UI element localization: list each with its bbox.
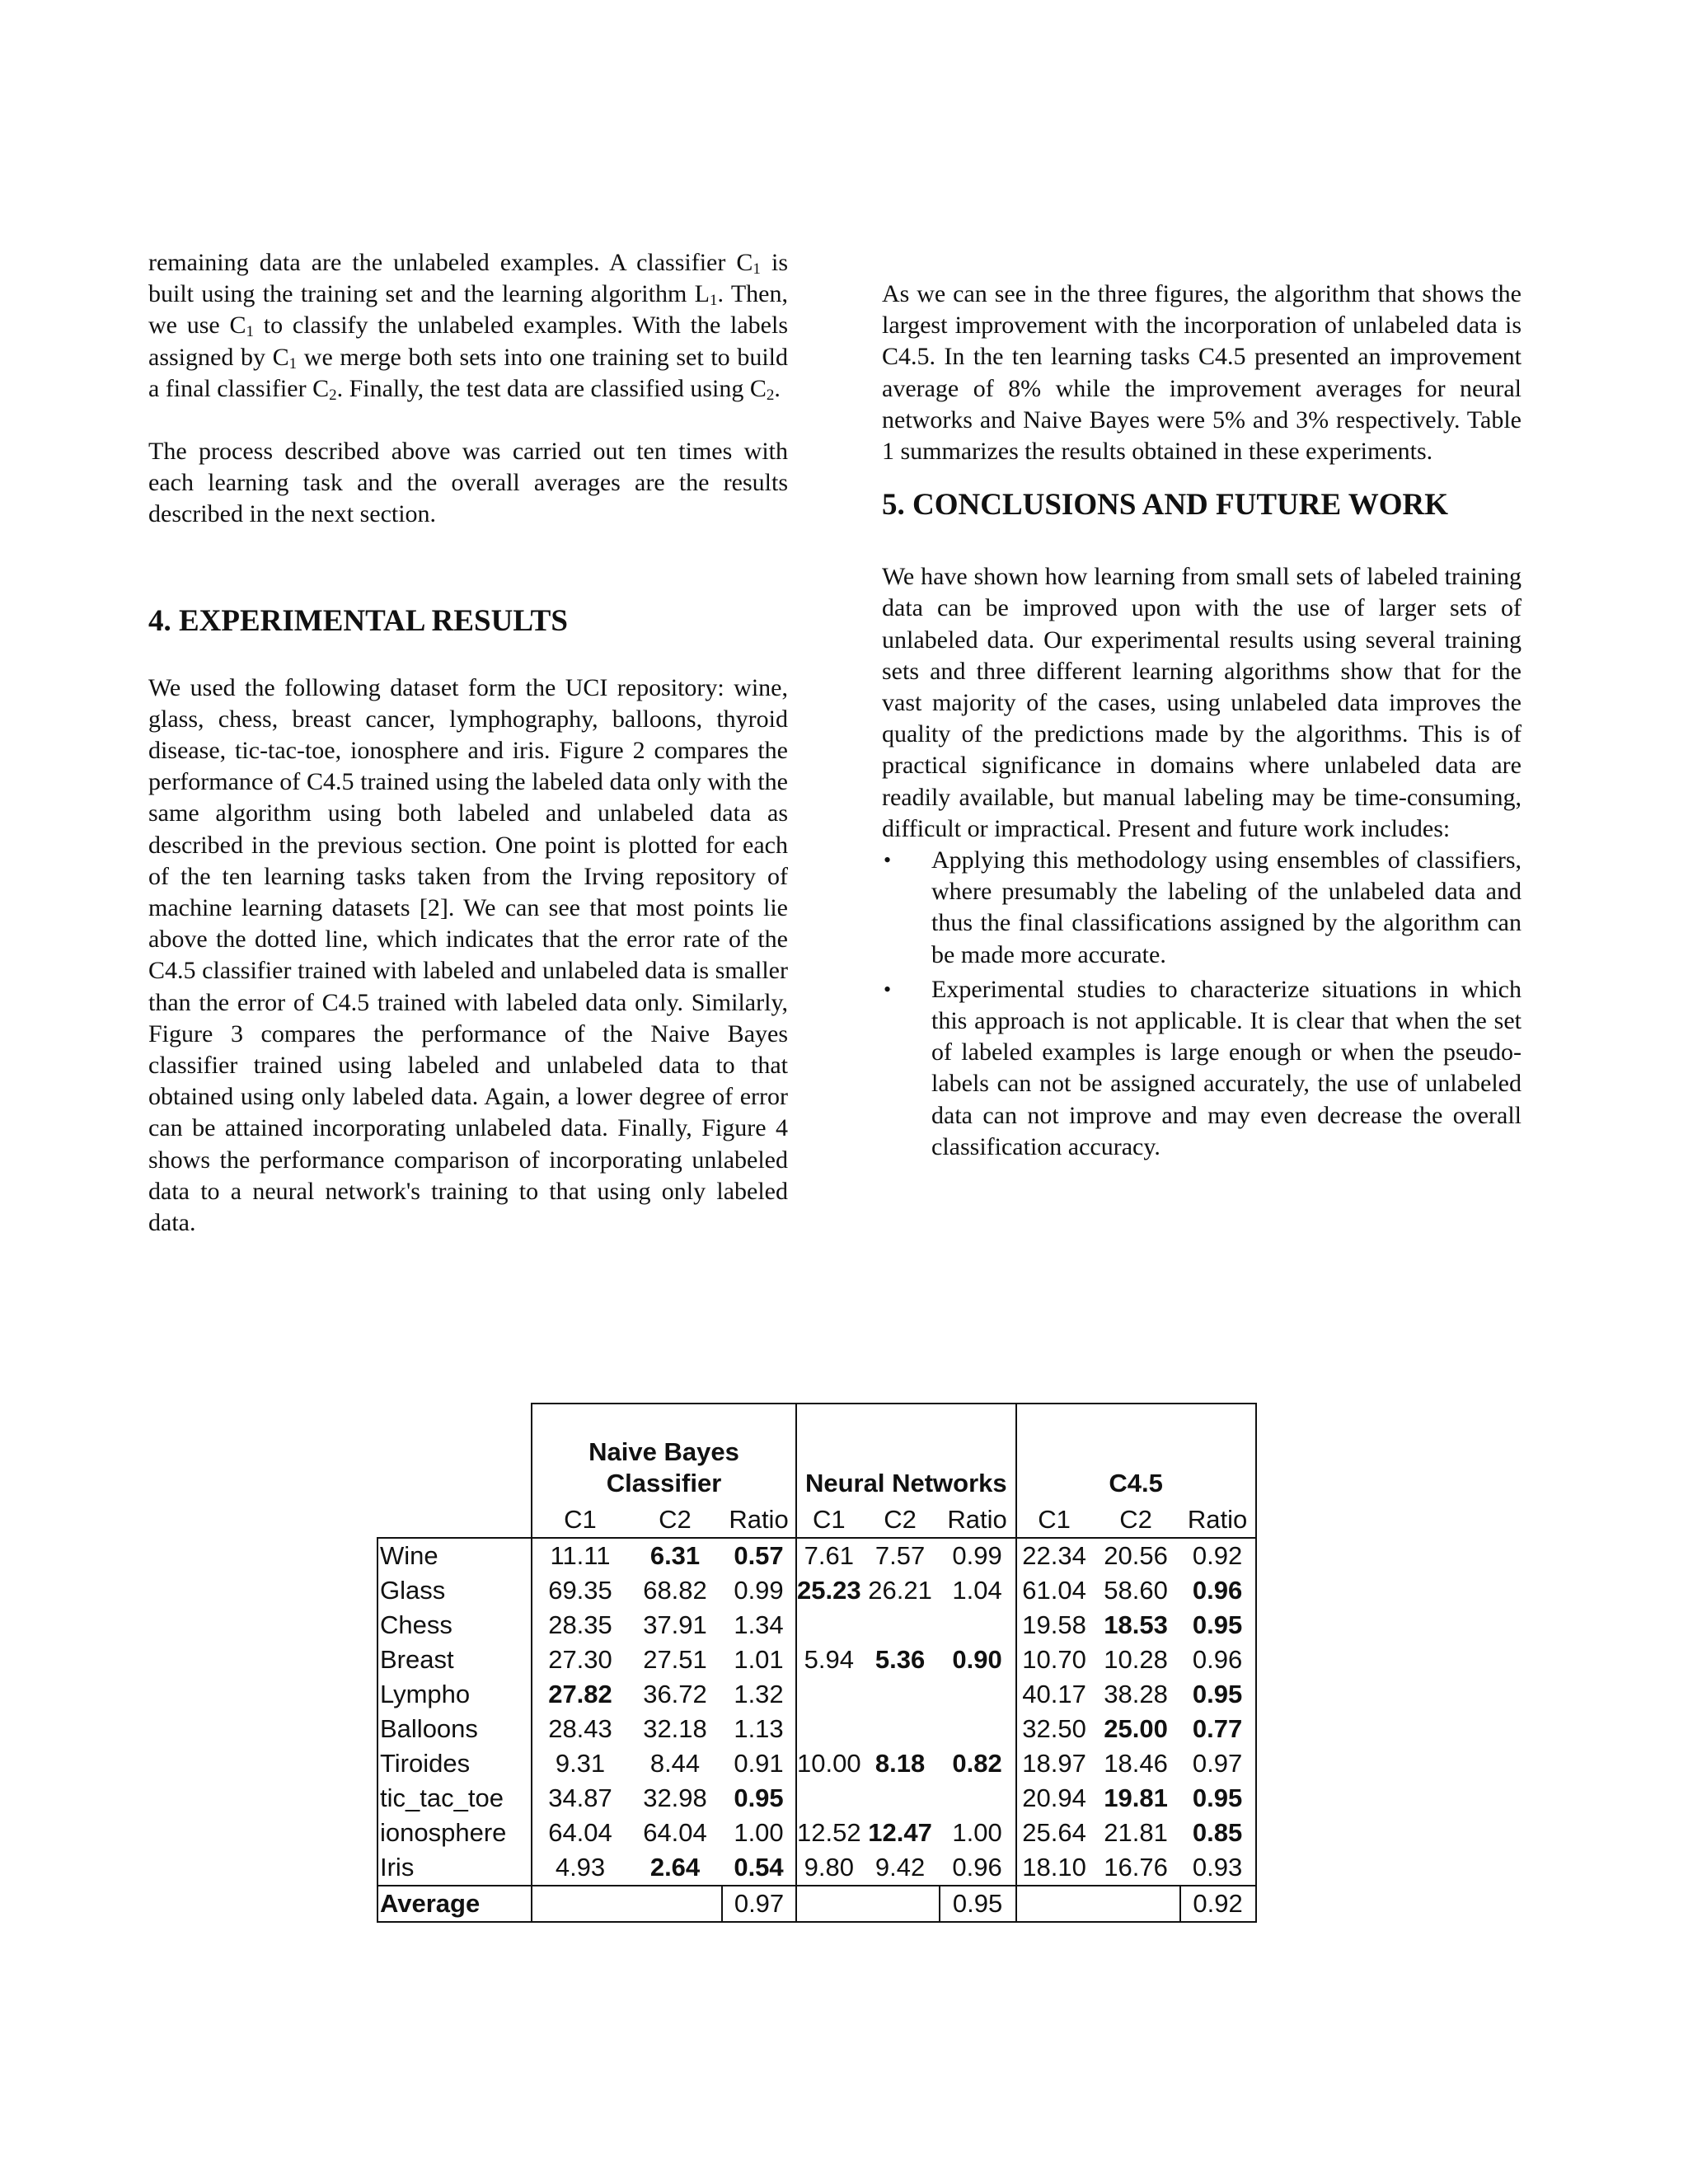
table-cell: 69.35 [532,1573,628,1608]
table-cell: 0.99 [734,1576,784,1605]
table-cell: 18.46 [1104,1749,1168,1778]
results-table [377,1403,1257,1923]
table-cell: 61.04 [1016,1573,1092,1608]
paragraph-conclusions: We have shown how learning from small sets of labeled training data can be improved upon with the use of larger sets of unlabeled data. Our experimental results using several training sets and three different learning algorithms show that for the vast majority of the cases, using unlabeled data improves the quality of the predictions made by the algorithms. This is of practical significance in domains where unlabeled data are readily available, but manual labeling may be time-consuming, difficult or impractical. Present and future work includes: [882,563,1522,842]
table-cell: 19.81 [1104,1783,1168,1812]
average-label: Average [377,1886,532,1922]
table-cell: 0.97 [1180,1746,1256,1781]
table-cell: 10.28 [1104,1645,1168,1674]
bullet-icon: • [884,848,892,873]
average-blank-cell [1016,1886,1180,1922]
table-cell: 0.90 [952,1645,1002,1674]
table-cell: 2.64 [649,1853,701,1882]
table-cell: 6.31 [649,1541,701,1570]
group-header-neural-networks: Neural Networks [796,1404,1016,1502]
paragraph-process: The process described above was carried out ten times with each learning task and the overall averages are the results described in the next section. [148,438,788,528]
row-label: Breast [377,1643,532,1677]
table-cell: 38.28 [1104,1680,1168,1708]
paragraph-figures-summary: As we can see in the three figures, the algorithm that shows the largest improvement with the incorporation of unlabeled data is C4.5. In the ten learning tasks C4.5 presented an improvement average of 8% while the improvement averages for neural networks and Naive Bayes were 5% and 3% respectively. Table 1 summarizes the results obtained in these experiments. [882,280,1522,466]
table-cell [796,1781,861,1816]
table-cell [861,1712,940,1746]
table-cell [940,1677,1016,1712]
table-corner [377,1404,532,1502]
average-blank-cell [532,1886,722,1922]
table-cell: 4.93 [532,1850,628,1886]
bullet-icon: • [884,977,892,1001]
table-cell: 12.47 [868,1818,932,1847]
table-cell: 16.76 [1104,1853,1168,1882]
row-label: Chess [377,1608,532,1643]
average-blank-cell [796,1886,940,1922]
section-4-heading: 4. EXPERIMENTAL RESULTS [148,603,568,638]
table-cell: 27.51 [643,1645,707,1674]
table-row [377,1712,1256,1746]
table-cell: 25.23 [796,1573,861,1608]
table-cell: 0.54 [734,1853,784,1882]
table-cell: 27.30 [532,1643,628,1677]
table-cell: 32.50 [1016,1712,1092,1746]
table-cell: 58.60 [1104,1576,1168,1605]
table-cell: 9.31 [532,1746,628,1781]
table-cell: 37.91 [643,1610,707,1639]
column-header: C1 [796,1502,861,1538]
table-cell: 0.93 [1180,1850,1256,1886]
subheader-row [377,1502,1256,1538]
column-header: C2 [861,1502,940,1538]
column-header: C1 [532,1502,628,1538]
average-ratio: 0.97 [722,1886,796,1922]
table-cell: 10.00 [796,1746,861,1781]
table-cell: 1.01 [734,1645,784,1674]
table-cell: 0.95 [734,1783,784,1812]
table-cell: 8.18 [874,1749,926,1778]
table-cell: 0.85 [1180,1816,1256,1850]
table-cell: 10.70 [1016,1643,1092,1677]
table-cell [796,1677,861,1712]
table-cell: 40.17 [1016,1677,1092,1712]
table-cell: 20.56 [1104,1541,1168,1570]
table-cell: 7.61 [796,1538,861,1573]
paragraph-method-end: remaining data are the unlabeled examples. A classifier $C_1$ is built using the training set and the learning algorithm $L_1$. Then, we use $C_1$ to classify the unlabeled examples. With the labels assigned by $C_1$ we merge both sets into one training set to build a final classifier $C_2$. Finally, the test data are classified using $C_2$. [148,249,789,404]
table-cell: 11.11 [532,1538,628,1573]
row-label: Glass [377,1573,532,1608]
row-label: Wine [377,1538,532,1573]
table-cell: 0.77 [1180,1712,1256,1746]
paragraph-experiments: We used the following dataset form the UCI repository: wine, glass, chess, breast cancer, lymphography, balloons, thyroid disease, tic-tac-toe, ionosphere and iris. Figure 2 compares the performance of C4.5 trained using the labeled data only with the same algorithm using both labeled and unlabeled data as described in the previous section. One point is plotted for each of the ten learning tasks taken from the Irving repository of machine learning datasets [2]. We can see that most points lie above the dotted line, which indicates that the error rate of the C4.5 classifier trained with labeled and unlabeled data is smaller than the error of C4.5 trained with labeled data only. Similarly, Figure 3 compares the performance of the Naive Bayes classifier trained using labeled and unlabeled data to that obtained using only labeled data. Again, a lower degree of error can be attained incorporating unlabeled data. Finally, Figure 4 shows the performance comparison of incorporating unlabeled data to a neural network's training to that using only labeled data. [148,673,788,1237]
table-cell: 0.96 [1180,1573,1256,1608]
table-cell: 0.82 [952,1749,1002,1778]
table-row [377,1816,1256,1850]
average-ratio: 0.92 [1180,1886,1256,1922]
table-row [377,1538,1256,1573]
table-cell: 28.35 [532,1608,628,1643]
column-header: Ratio [940,1502,1016,1538]
table-cell: 22.34 [1016,1538,1092,1573]
table-cell: 0.95 [1180,1677,1256,1712]
column-header: Ratio [1180,1502,1256,1538]
table-row [377,1573,1256,1608]
table-cell: 0.96 [1180,1643,1256,1677]
table-cell: 19.58 [1016,1608,1092,1643]
future-work-list [882,845,1522,1163]
table-cell: 1.04 [952,1576,1002,1605]
column-header: C2 [628,1502,722,1538]
table-row [377,1643,1256,1677]
column-header: C2 [1092,1502,1180,1538]
table-cell: 20.94 [1016,1781,1092,1816]
table-cell: 9.80 [796,1850,861,1886]
table-cell [861,1608,940,1643]
table-cell: 36.72 [643,1680,707,1708]
table-cell [861,1677,940,1712]
table-cell: 25.00 [1104,1714,1168,1743]
table-cell: 7.57 [874,1541,926,1570]
table-cell: 0.96 [952,1853,1002,1882]
list-item: • Experimental studies to characterize situations in which this approach is not applicable. It is clear that when the set of labeled examples is large enough or when the pseudo-labels can not be assigned accurately, the use of unlabeled data can not improve and may even decrease the overall classification accuracy. [884,975,1522,1160]
table-row [377,1677,1256,1712]
table-cell: 8.44 [649,1749,701,1778]
table-cell: 28.43 [532,1712,628,1746]
table-cell: 18.53 [1104,1610,1168,1639]
table-row [377,1781,1256,1816]
table-cell: 68.82 [643,1576,707,1605]
table-cell [940,1781,1016,1816]
table-cell: 27.82 [532,1677,628,1712]
table-cell: 64.04 [643,1818,707,1847]
table-cell: 25.64 [1016,1816,1092,1850]
right-column [882,279,1522,1163]
row-label: Balloons [377,1712,532,1746]
table-cell: 0.57 [734,1541,784,1570]
table-row [377,1850,1256,1886]
table-cell: 34.87 [532,1781,628,1816]
table-cell [796,1712,861,1746]
table-cell: 0.95 [1180,1781,1256,1816]
table-cell: 21.81 [1104,1818,1168,1847]
table-cell: 0.95 [1180,1608,1256,1643]
row-label: tic_tac_toe [377,1781,532,1816]
row-label: ionosphere [377,1816,532,1850]
table-cell [940,1712,1016,1746]
table-cell [861,1781,940,1816]
table-cell [940,1608,1016,1643]
column-header: Ratio [722,1502,796,1538]
results-table-grid [377,1403,1257,1923]
table-cell: 1.13 [734,1714,784,1743]
table-cell [796,1608,861,1643]
table-cell: 18.97 [1016,1746,1092,1781]
row-header-spacer [377,1502,532,1538]
table-row [377,1746,1256,1781]
table-cell: 1.00 [952,1818,1002,1847]
table-cell: 0.92 [1180,1538,1256,1573]
row-label: Tiroides [377,1746,532,1781]
table-cell: 26.21 [868,1576,932,1605]
row-label: Lympho [377,1677,532,1712]
section-5-heading: 5. CONCLUSIONS AND FUTURE WORK [882,488,1448,523]
table-cell: 5.94 [796,1643,861,1677]
average-row [377,1886,1256,1922]
table-cell: 0.99 [952,1541,1002,1570]
table-cell: 9.42 [874,1853,926,1882]
table-cell: 32.18 [643,1714,707,1743]
table-cell: 5.36 [874,1645,926,1674]
row-label: Iris [377,1850,532,1886]
table-cell: 64.04 [532,1816,628,1850]
table-cell: 1.34 [734,1610,784,1639]
table-cell: 1.00 [734,1818,784,1847]
group-header-naive-bayes: Naive Bayes Classifier [532,1404,796,1502]
list-item: • Applying this methodology using ensembles of classifiers, where presumably the labeling of the unlabeled data and thus the final classifications assigned by the algorithm can be made more accurate. [884,846,1522,968]
table-cell: 0.91 [734,1749,784,1778]
table-cell: 18.10 [1016,1850,1092,1886]
table-cell: 1.32 [734,1680,784,1708]
left-column [148,247,788,1239]
table-cell: 12.52 [796,1816,861,1850]
table-row [377,1608,1256,1643]
average-ratio: 0.95 [940,1886,1016,1922]
group-header-c45: C4.5 [1016,1404,1256,1502]
table-cell: 32.98 [643,1783,707,1812]
column-header: C1 [1016,1502,1092,1538]
